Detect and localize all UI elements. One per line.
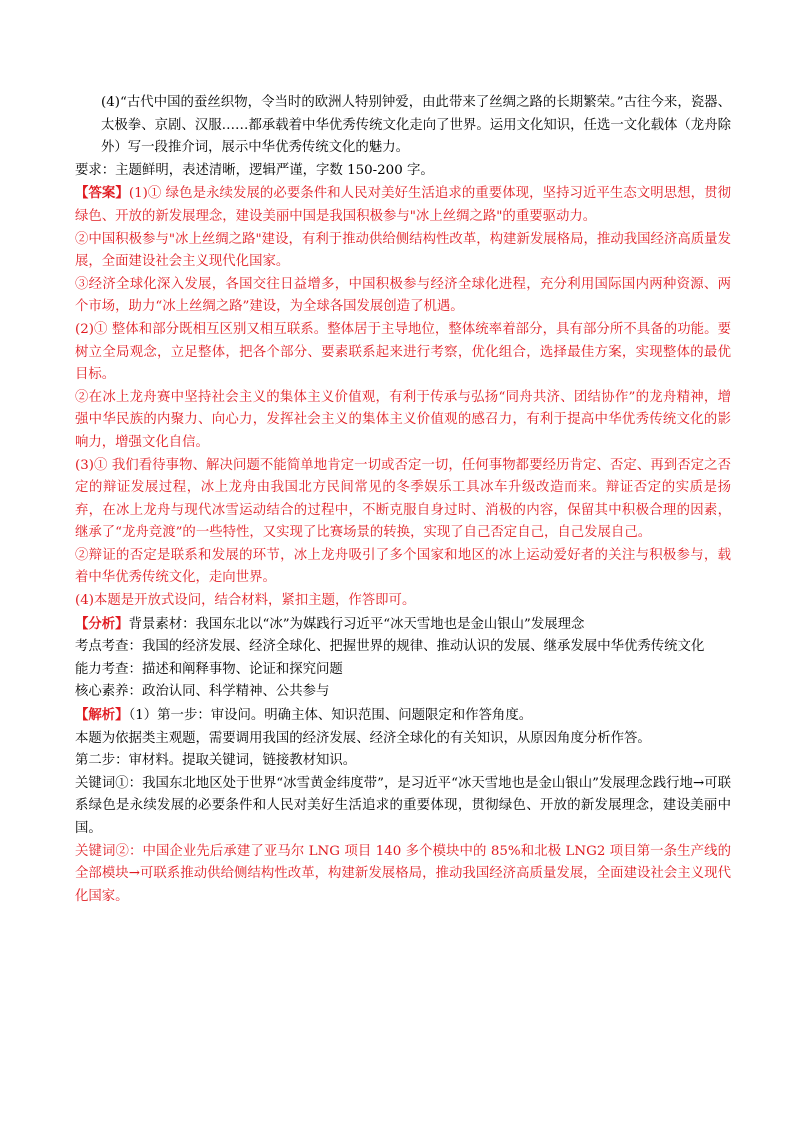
answer-tag: 【答案】 [75,185,129,202]
keyword-1-paragraph [75,773,731,841]
answer-section [75,182,731,612]
analysis-paragraph: 考点考查：我国的经济发展、经济全球化、把握世界的规律、推动认识的发展、继承发展中华优秀传统文化 [75,639,705,655]
answer-paragraph: ③经济全球化深入发展，各国交往日益增多，中国积极参与经济全球化进程，充分利用国际国内两种资源、两个市场，助力“冰上丝绸之路”建设，为全球各国发展创造了机遇。 [75,276,731,315]
keyword-2-label: 关键词②： [75,843,143,859]
analysis-section [75,613,731,704]
explain-section [75,704,731,908]
answer-paragraph: ②在冰上龙舟赛中坚持社会主义的集体主义价值观，有利于传承与弘扬“同舟共济、团结协作”的龙舟精神，增强中华民族的内聚力、向心力，发挥社会主义的集体主义价值观的感召力，有利于提高中华优秀传统文化的影响力，增强文化自信。 [75,389,731,450]
keyword-2-paragraph [75,841,731,909]
analysis-text: 背景素材：我国东北以“冰”为媒践行习近平“冰天雪地也是金山银山”发展理念 [128,616,585,632]
analysis-paragraph: 能力考查：描述和阐释事物、论证和探究问题 [75,661,343,677]
question-section [75,92,731,182]
keyword-1-label: 关键词①： [75,775,143,791]
keyword-1-text: 我国东北地区处于世界“冰雪黄金纬度带”，是习近平“冰天雪地也是金山银山”发展理念践行地→可联系绿色是永续发展的必要条件和人民对美好生活追求的重要体现，贯彻绿色、开放的新发展理念，建设美丽中国。 [75,775,732,836]
explain-text: （1）第一步：审设问。明确主体、知识范围、问题限定和作答角度。 [128,708,533,724]
explain-tag: 【解析】 [75,707,129,724]
answer-first-paragraph [75,182,731,228]
question-requirement: 要求：主题鲜明，表述清晰，逻辑严谨，字数 150-200 字。 [75,162,434,178]
analysis-first-paragraph [75,613,731,637]
keyword-2-text: 中国企业先后承建了亚马尔 LNG 项目 140 多个模块中的 85%和北极 LNG2 项目第一条生产线的全部模块→可联系推动供给侧结构性改革，构建新发展格局，推动我国经济高质量发展，全面建设社会主义现代化国家。 [75,843,732,904]
explain-paragraph: 本题为依据类主观题，需要调用我国的经济发展、经济全球化的有关知识，从原因角度分析作答。 [75,730,651,746]
answer-paragraph: ②中国积极参与"冰上丝绸之路"建设，有利于推动供给侧结构性改革，构建新发展格局，推动我国经济高质量发展，全面建设社会主义现代化国家。 [75,231,731,270]
explain-paragraph: 第二步：审材料。提取关键词，链接教材知识。 [75,753,357,769]
answer-paragraph: ②辩证的否定是联系和发展的环节，冰上龙舟吸引了多个国家和地区的冰上运动爱好者的关注与积极参与，载着中华优秀传统文化，走向世界。 [75,547,731,586]
analysis-paragraph: 核心素养：政治认同、科学精神、公共参与 [75,684,330,700]
answer-paragraph: (4)本题是开放式设问，结合材料，紧扣主题，作答即可。 [75,593,416,609]
answer-paragraph: (3)① 我们看待事物、解决问题不能简单地肯定一切或否定一切，任何事物都要经历肯定、否定、再到否定之否定的辩证发展过程，冰上龙舟由我国北方民间常见的冬季娱乐工具冰车升级改造而来。辩证否定的实质是扬弃，在冰上龙舟与现代冰雪运动结合的过程中，不断克服自身过时、消极的内容，保留其中积极合理的因素，继承了“龙舟竞渡”的一些特性，又实现了比赛场景的转换，实现了自己否定自己，自己发展自己。 [75,457,731,541]
document-page [75,92,731,908]
question-text: (4)“古代中国的蚕丝织物，令当时的欧洲人特别钟爱，由此带来了丝绸之路的长期繁荣。”古往今来，瓷器、太极拳、京剧、汉服……都承载着中华优秀传统文化走向了世界。运用文化知识，任选一文化载体（龙舟除外）写一段推介词，展示中华优秀传统文化的魅力。 [101,95,731,156]
analysis-tag: 【分析】 [75,615,129,632]
explain-first-paragraph [75,704,731,728]
answer-text: (1)① 绿色是永续发展的必要条件和人民对美好生活追求的重要体现，坚持习近平生态文明思想，贯彻绿色、开放的新发展理念，建设美丽中国是我国积极参与"冰上丝绸之路"的重要驱动力。 [75,186,731,224]
answer-paragraph: (2)① 整体和部分既相互区别又相互联系。整体居于主导地位，整体统率着部分，具有部分所不具备的功能。要树立全局观念，立足整体，把各个部分、要素联系起来进行考察，优化组合，选择最佳方案，实现整体的最优目标。 [75,321,731,383]
